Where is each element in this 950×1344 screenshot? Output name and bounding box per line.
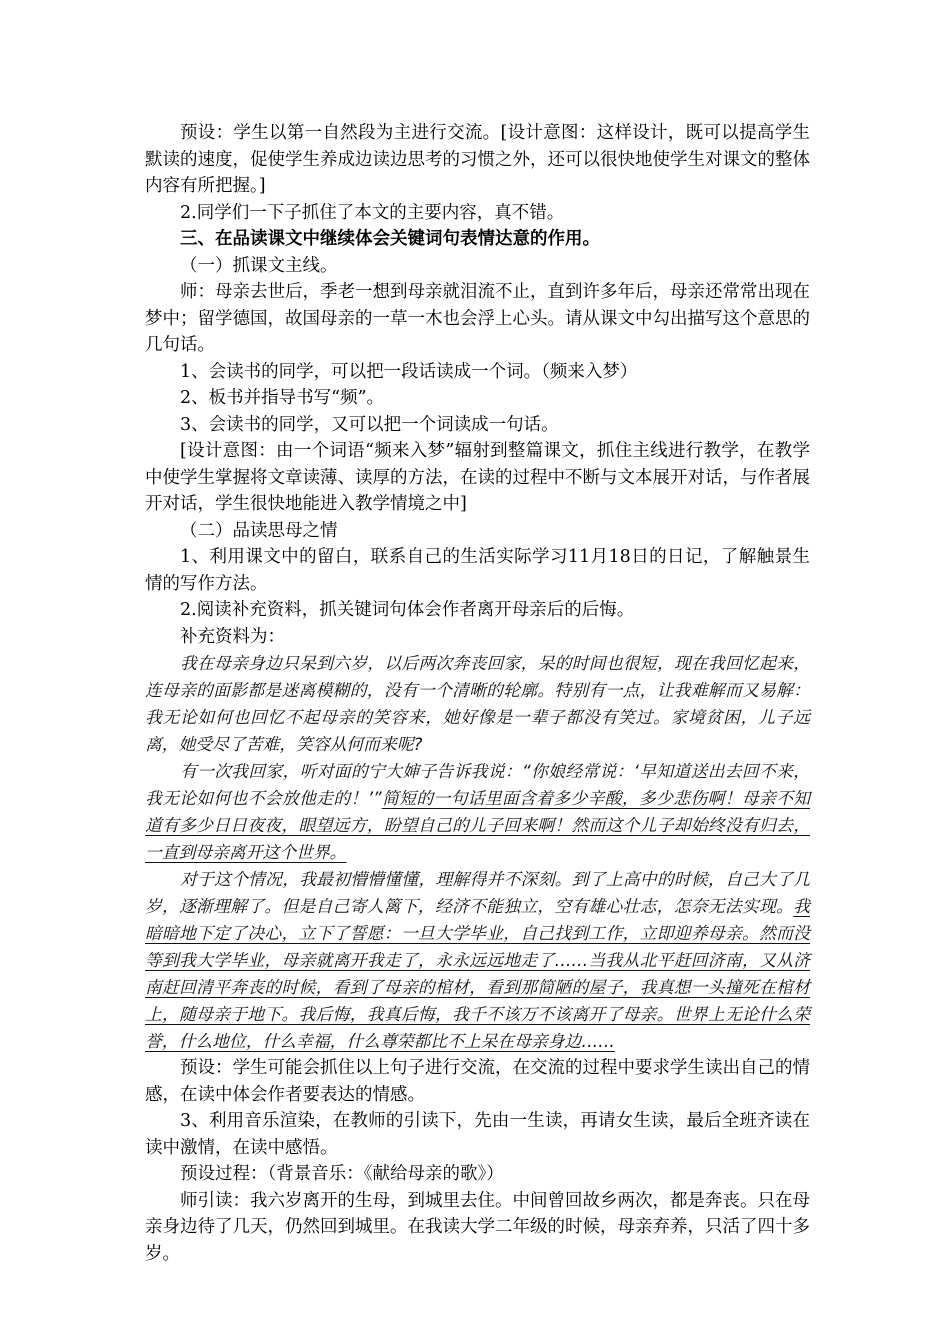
paragraph-supplement-label: 补充资料为： [180,626,285,647]
supplement-paragraph-3 [145,866,810,1055]
subsection-title-2: （二）品读思母之情 [180,520,338,541]
list-item-2: 2、板书并指导书写“频”。 [180,388,385,408]
list-item-1: 1、会读书的同学，可以把一段话读成一个词。（频来入梦） [180,361,638,382]
supplement-3-text: 对于这个情况，我最初懵懵懂懂，理解得并不深刻。到了上高中的时候，自己大了几岁，逐渐理解了。但是自己寄人篱下，经济不能独立，空有雄心壮志，怎奈无法实现。 [145,869,810,916]
paragraph-teacher-prompt: 师：母亲去世后，季老一想到母亲就泪流不止，直到许多年后，母亲还常常出现在梦中；留学德国，故国母亲的一草一木也会浮上心头。请从课文中勾出描写这个意思的几句话。 [145,282,810,355]
list-item-3: 3、会读书的同学，又可以把一个词读成一句话。 [180,414,559,435]
supplement-paragraph-2 [145,758,810,866]
paragraph-step-3: 3、利用音乐渲染，在教师的引读下，先由一生读，再请女生读，最后全班齐读在读中激情，在读中感悟。 [145,1111,810,1158]
subsection-title-1: （一）抓课文主线。 [180,255,338,276]
supplement-paragraph-1: 我在母亲身边只呆到六岁，以后两次奔丧回家，呆的时间也很短，现在我回忆起来，连母亲的面影都是迷离模糊的，没有一个清晰的轮廓。特别有一点，让我难解而又易解：我无论如何也回忆不起母亲的笑容来，她好像是一辈子都没有笑过。家境贫困，儿子远离，她受尽了苦难，笑容从何而来呢? [145,653,810,754]
paragraph-preset-1: 预设：学生以第一自然段为主进行交流。[设计意图：这样设计，既可以提高学生默读的速度，促使学生养成边读边思考的习惯之外，还可以很快地使学生对课文的整体内容有所把握。] [145,123,810,196]
document-page [145,120,810,1267]
paragraph-design-intent: [设计意图：由一个词语“频来入梦”辐射到整篇课文，抓住主线进行教学，在教学中使学生掌握将文章读薄、读厚的方法，在读的过程中不断与文本展开对话，与作者展开对话，学生很快地能进入教学情境之中] [145,441,810,514]
paragraph-praise: 2.同学们一下子抓住了本文的主要内容，真不错。 [180,202,565,223]
supplement-3-underlined: 我暗暗地下定了决心，立下了誓愿：一旦大学毕业，自己找到工作，立即迎养母亲。然而没等到我大学毕业，母亲就离开我走了，永永远远地走了……当我从北平赶回济南，又从济南赶回清平奔丧的时候，看到了母亲的棺材，看到那简陋的屋子，我真想一头撞死在棺材上，随母亲于地下。我后悔，我真后悔，我千不该万不该离开了母亲。世界上无论什么荣誉，什么地位，什么幸福，什么尊荣都比不上呆在母亲身边…… [145,896,810,1051]
section-heading-3: 三、在品读课文中继续体会关键词句表情达意的作用。 [180,229,600,249]
paragraph-preset-process: 预设过程：（背景音乐：《献给母亲的歌》） [180,1164,504,1184]
paragraph-step-2: 2.阅读补充资料，抓关键词句体会作者离开母亲后的后悔。 [180,600,635,620]
paragraph-preset-2: 预设：学生可能会抓住以上句子进行交流，在交流的过程中要求学生读出自己的情感，在读中体会作者要表达的情感。 [145,1058,810,1105]
paragraph-step-1: 1、利用课文中的留白，联系自己的生活实际学习11月18日的日记，了解触景生情的写作方法。 [145,547,810,594]
paragraph-teacher-lead: 师引读：我六岁离开的生母，到城里去住。中间曾回故乡两次，都是奔丧。只在母亲身边待了几天，仍然回到城里。在我读大学二年级的时候，母亲弃养，只活了四十多岁。 [145,1190,810,1264]
supplement-2-text: 有一次我回家，听对面的宁大婶子告诉我说：“你娘经常说：‘早知道送出去回不来，我无论如何也不会放他走的！’” [145,761,810,808]
supplement-2-underlined: 简短的一句话里面含着多少辛酸，多少悲伤啊！母亲不知道有多少日日夜夜，眼望远方，盼望自己的儿子回来啊！然而这个儿子却始终没有归去，一直到母亲离开这个世界。 [145,788,810,862]
